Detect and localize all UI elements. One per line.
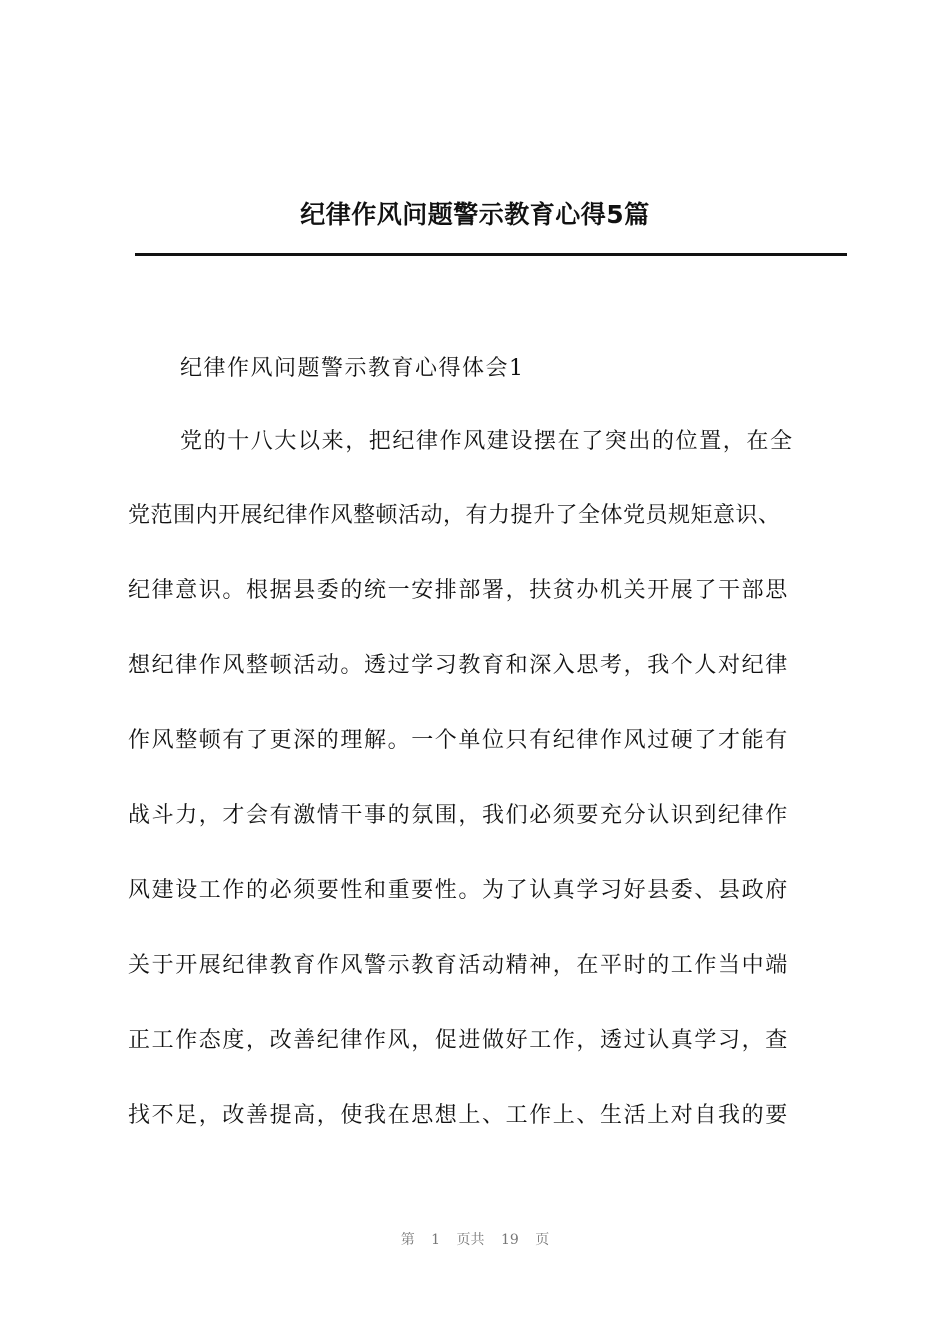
footer-total-pages: 19 [501,1232,519,1248]
body-line: 党范围内开展纪律作风整顿活动，有力提升了全体党员规矩意识、 [128,503,781,528]
body-line: 正工作态度，改善纪律作风，促进做好工作，透过认真学习，查 [128,1028,789,1053]
body-line: 想纪律作风整顿活动。透过学习教育和深入思考，我个人对纪律 [128,653,789,678]
footer-prefix: 第 [400,1232,415,1248]
body-line: 党的十八大以来，把纪律作风建设摆在了突出的位置，在全 [180,429,794,454]
body-line: 找不足，改善提高，使我在思想上、工作上、生活上对自我的要 [128,1103,789,1128]
page-footer [0,1230,950,1250]
title-underline-rule [135,253,847,256]
body-line: 风建设工作的必须要性和重要性。为了认真学习好县委、县政府 [128,878,789,903]
body-line: 关于开展纪律教育作风警示教育活动精神，在平时的工作当中端 [128,953,789,978]
body-line: 战斗力，才会有激情干事的氛围，我们必须要充分认识到纪律作 [128,803,789,828]
body-line: 作风整顿有了更深的理解。一个单位只有纪律作风过硬了才能有 [128,728,789,753]
footer-current-page: 1 [431,1232,441,1248]
body-line: 纪律意识。根据县委的统一安排部署，扶贫办机关开展了干部思 [128,578,789,603]
footer-suffix: 页 [535,1232,550,1248]
footer-middle: 页共 [456,1232,485,1248]
document-title: 纪律作风问题警示教育心得5篇 [300,200,650,229]
section-heading: 纪律作风问题警示教育心得体会1 [180,356,525,381]
